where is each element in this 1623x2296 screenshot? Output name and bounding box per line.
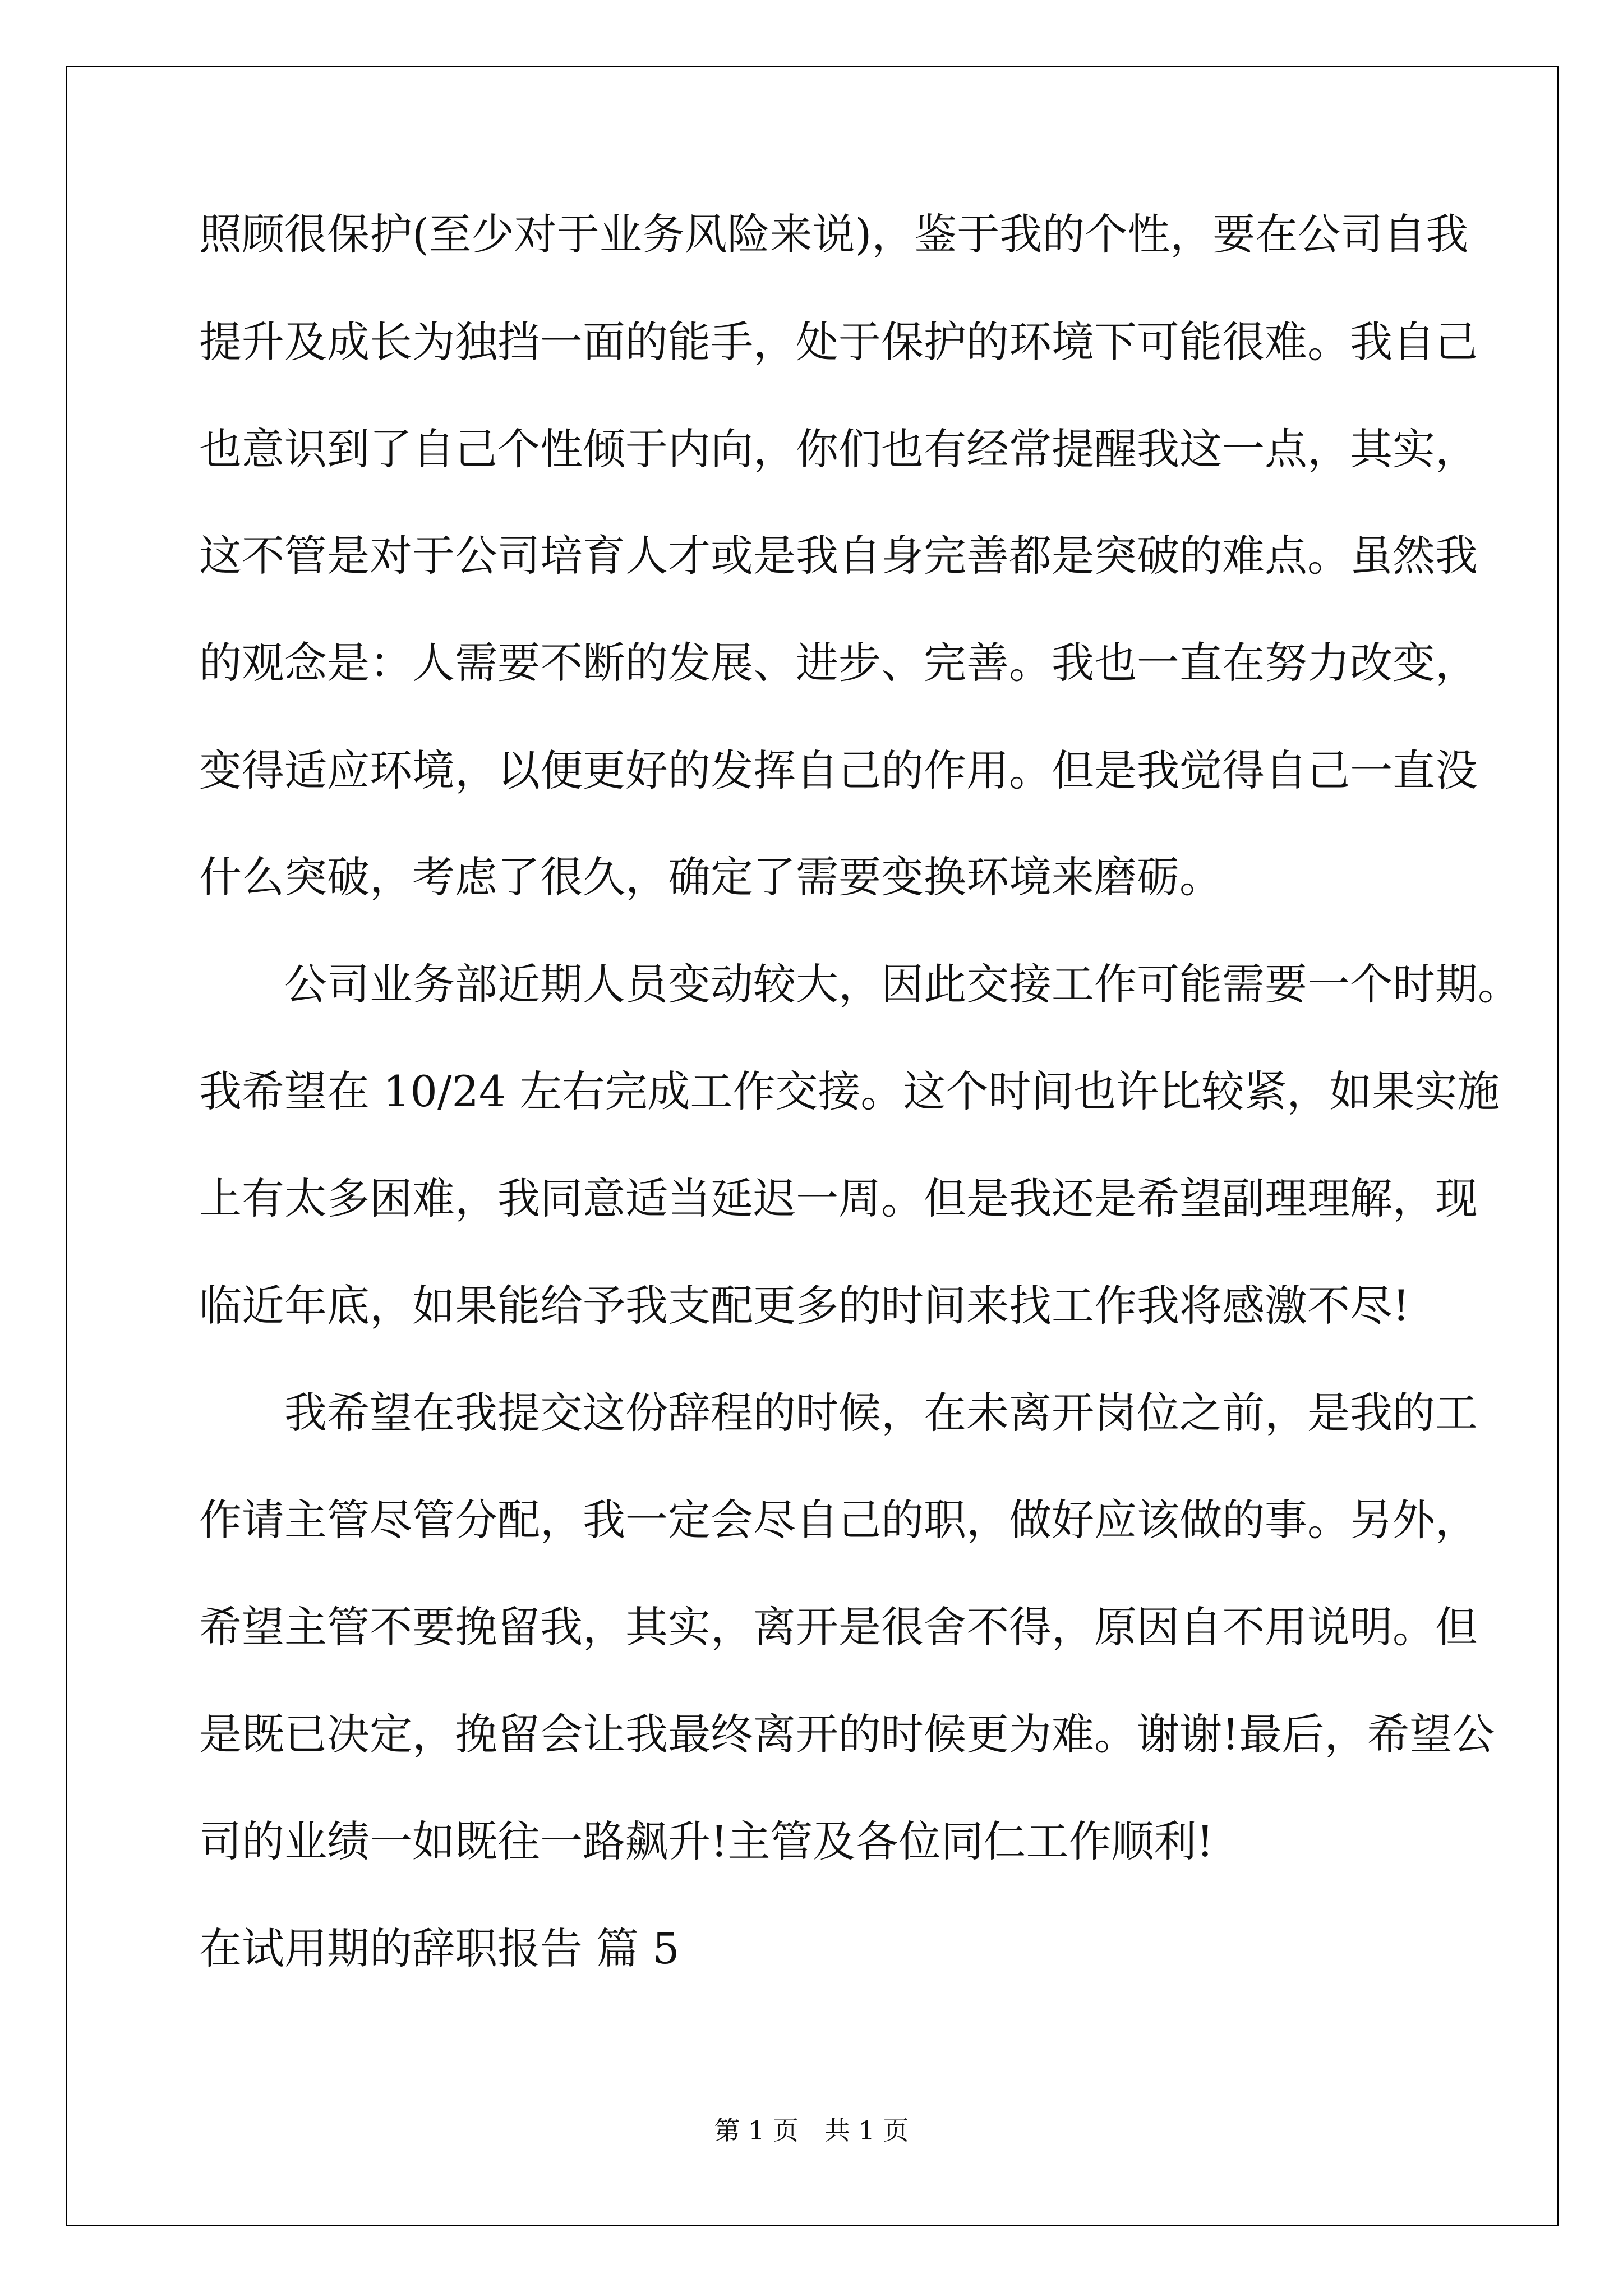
text-line: 也意识到了自己个性倾于内向，你们也有经常提醒我这一点，其实， [199,424,1478,474]
section-heading: 在试用期的辞职报告 篇 5 [199,1924,680,1973]
text-line: 我希望在 10/24 左右完成工作交接。这个时间也许比较紧，如果实施 [199,1066,1500,1116]
text-line: 希望主管不要挽留我，其实，离开是很舍不得，原因自不用说明。但 [199,1602,1478,1652]
text-line: 司的业绩一如既往一路飙升!主管及各位同仁工作顺利! [199,1816,1214,1866]
text-line: 提升及成长为独挡一面的能手，处于保护的环境下可能很难。我自己 [199,317,1478,367]
text-line: 临近年底，如果能给予我支配更多的时间来找工作我将感激不尽! [199,1281,1410,1331]
text-line: 这不管是对于公司培育人才或是我自身完善都是突破的难点。虽然我 [199,531,1478,581]
text-line: 是既已决定，挽留会让我最终离开的时候更为难。谢谢!最后，希望公 [199,1709,1495,1759]
text-line: 上有太多困难，我同意适当延迟一周。但是我还是希望副理理解，现 [199,1174,1478,1223]
text-line: 变得适应环境，以便更好的发挥自己的作用。但是我觉得自己一直没 [199,746,1478,795]
text-line: 的观念是：人需要不断的发展、进步、完善。我也一直在努力改变， [199,638,1478,688]
page-border [66,66,1559,2226]
page-number-footer: 第 1 页 共 1 页 [714,2115,909,2146]
text-line: 作请主管尽管分配，我一定会尽自己的职，做好应该做的事。另外， [199,1495,1478,1545]
text-line: 照顾很保护(至少对于业务风险来说)，鉴于我的个性，要在公司自我 [199,209,1469,259]
paragraph-start-line: 我希望在我提交这份辞程的时候，在未离开岗位之前，是我的工 [199,1388,1478,1438]
text-line: 什么突破，考虑了很久，确定了需要变换环境来磨砺。 [199,852,1222,902]
paragraph-start-line: 公司业务部近期人员变动较大，因此交接工作可能需要一个时期。 [199,959,1520,1009]
